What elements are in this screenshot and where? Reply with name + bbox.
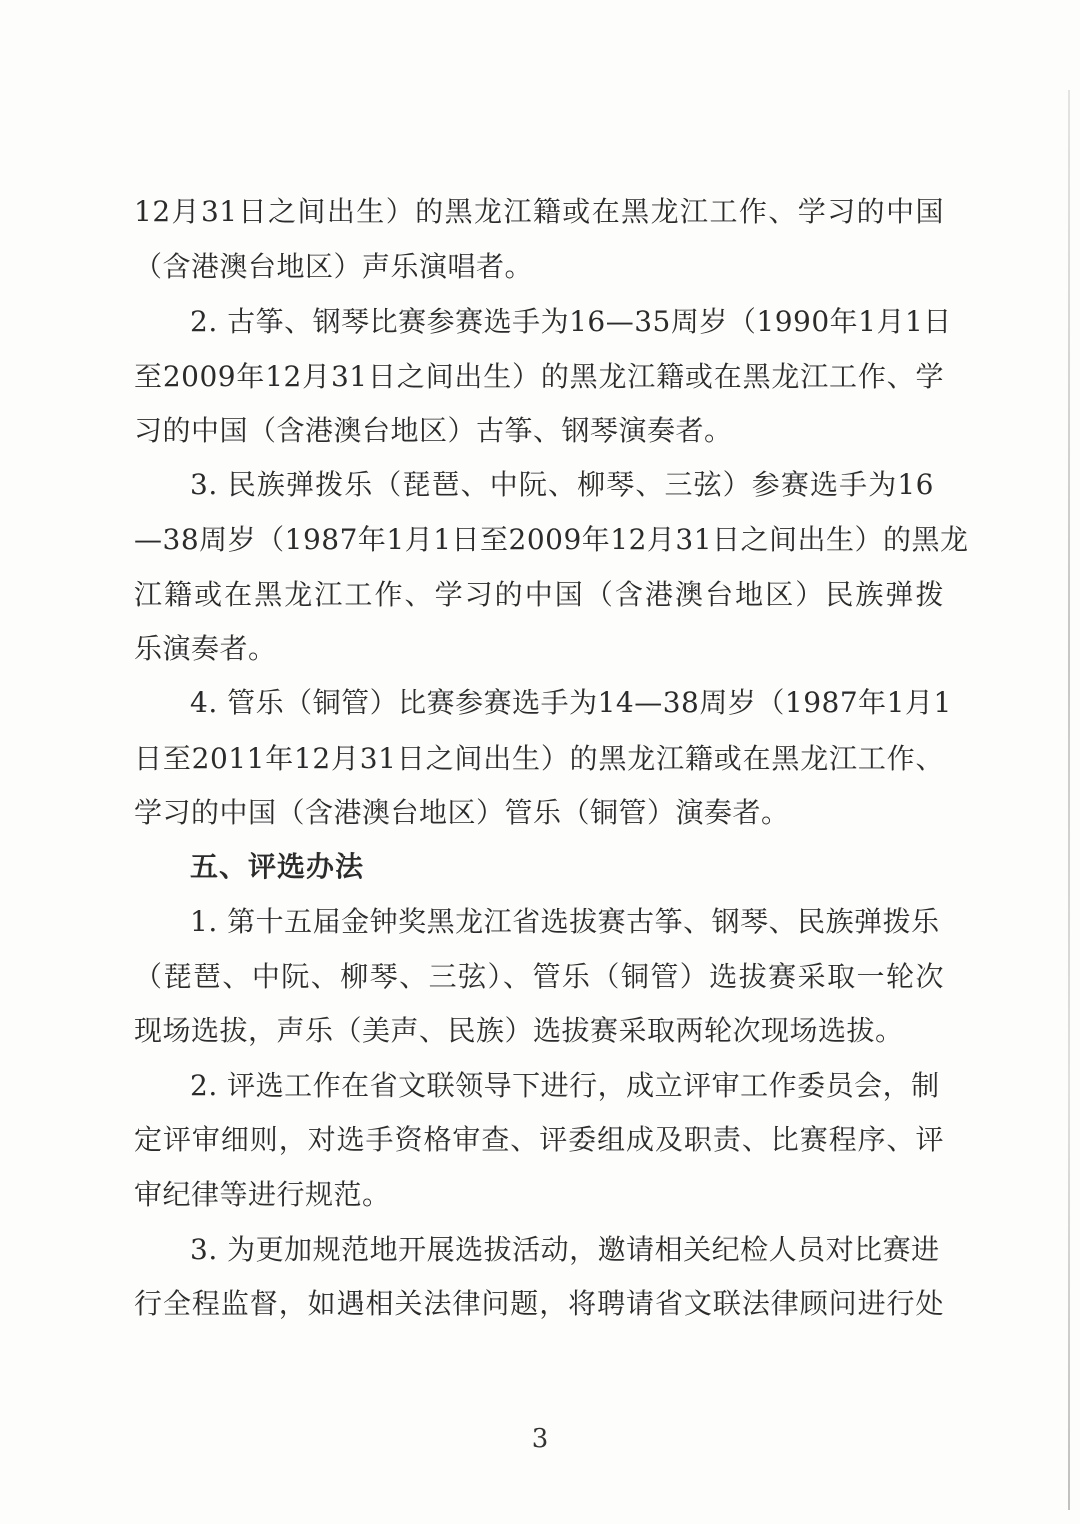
text-line: （琵琶、中阮、柳琴、三弦）、管乐（铜管）选拔赛采取一轮次 <box>134 960 944 993</box>
text-line: 至2009年12月31日之间出生）的黑龙江籍或在黑龙江工作、学 <box>134 360 944 393</box>
text-line: 乐演奏者。 <box>134 632 277 665</box>
text-line: 12月31日之间出生）的黑龙江籍或在黑龙江工作、学习的中国 <box>134 195 944 228</box>
text-line: 审纪律等进行规范。 <box>134 1178 391 1211</box>
section-heading: 五、评选办法 <box>190 850 365 883</box>
text-line: 3. 为更加规范地开展选拔活动，邀请相关纪检人员对比赛进 <box>190 1233 940 1266</box>
text-line: 4. 管乐（铜管）比赛参赛选手为14—38周岁（1987年1月1 <box>190 686 952 719</box>
text-line: 定评审细则，对选手资格审查、评委组成及职责、比赛程序、评 <box>134 1123 944 1156</box>
scan-edge-shadow <box>1068 90 1070 1510</box>
text-line: 现场选拔，声乐（美声、民族）选拔赛采取两轮次现场选拔。 <box>134 1014 904 1047</box>
text-line: 2. 评选工作在省文联领导下进行，成立评审工作委员会，制 <box>190 1069 940 1102</box>
text-line: 日至2011年12月31日之间出生）的黑龙江籍或在黑龙江工作、 <box>134 742 944 775</box>
page-number: 3 <box>531 1424 549 1454</box>
text-line: 行全程监督，如遇相关法律问题，将聘请省文联法律顾问进行处 <box>134 1287 944 1320</box>
text-line: —38周岁（1987年1月1日至2009年12月31日之间出生）的黑龙 <box>134 523 969 556</box>
text-line: 习的中国（含港澳台地区）古筝、钢琴演奏者。 <box>134 414 733 447</box>
text-line: 学习的中国（含港澳台地区）管乐（铜管）演奏者。 <box>134 796 790 829</box>
text-line: 2. 古筝、钢琴比赛参赛选手为16—35周岁（1990年1月1日 <box>190 305 952 338</box>
text-line: （含港澳台地区）声乐演唱者。 <box>134 250 534 283</box>
text-line: 3. 民族弹拨乐（琵琶、中阮、柳琴、三弦）参赛选手为16 <box>190 468 934 501</box>
text-line: 江籍或在黑龙江工作、学习的中国（含港澳台地区）民族弹拨 <box>134 578 944 611</box>
text-line: 1. 第十五届金钟奖黑龙江省选拔赛古筝、钢琴、民族弹拨乐 <box>190 905 940 938</box>
